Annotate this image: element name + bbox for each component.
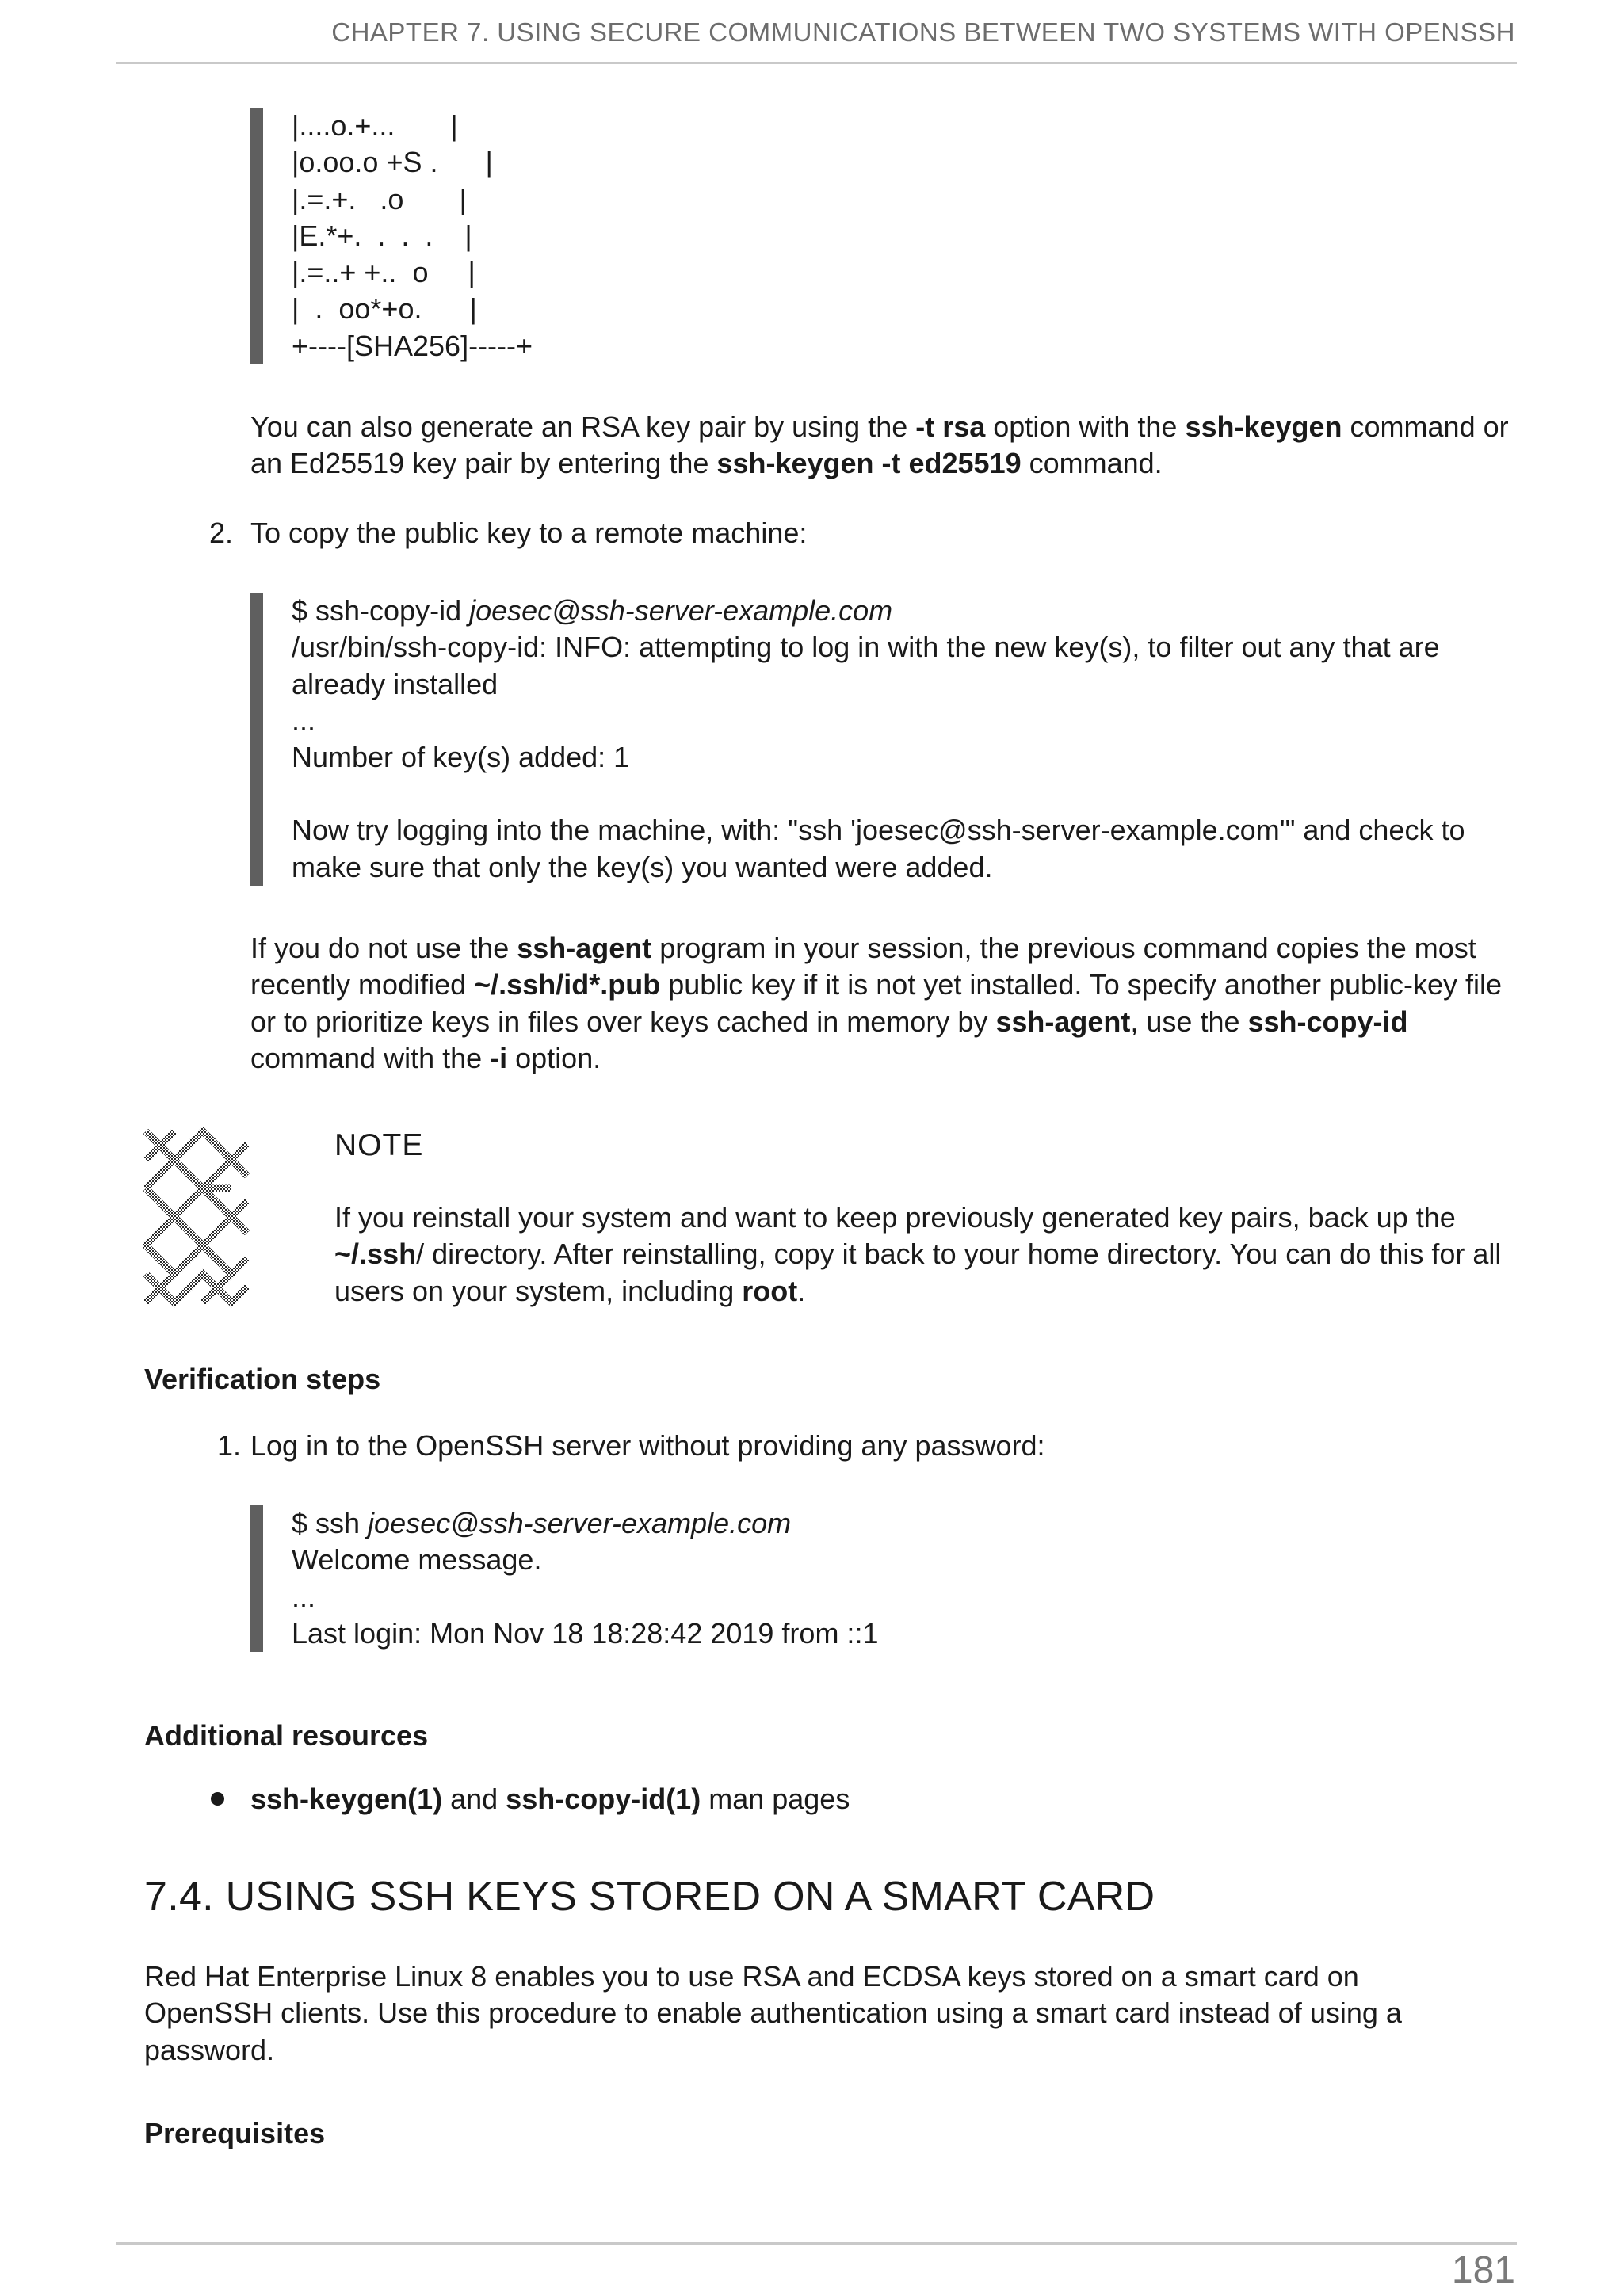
note-text: If you reinstall your system and want to keep previously generated key pairs, back up the ~/.ssh/ directory. After reinstalling, copy it back to your home directory. You can do this for all users on your system, including root. [334,1201,1502,1307]
inline-code: ssh-keygen [1185,410,1342,443]
step-text: Log in to the OpenSSH server without providing any password: [250,1429,1045,1462]
inline-code: ssh-copy-id [1247,1005,1408,1038]
code-placeholder: joesec@ssh-server-example.com [469,594,893,627]
inline-code: ssh-keygen -t ed25519 [716,447,1022,480]
running-header: CHAPTER 7. USING SECURE COMMUNICATIONS BETWEEN TWO SYSTEMS WITH OPENSSH [331,17,1515,47]
code-line: Welcome message. [292,1543,542,1577]
code-line: | . oo*+o. | [292,292,477,326]
code-line: $ ssh joesec@ssh-server-example.com [292,1507,792,1539]
code-line: |E.*+. . . . | [292,219,472,252]
header-rule [116,62,1517,64]
note-icon [143,1127,250,1309]
code-blank-line [292,776,1518,812]
code-line: ... [292,704,316,737]
code-line: |o.oo.o +S . | [292,146,493,179]
ssh-login-code-block [250,1505,1518,1652]
inline-code: ~/.ssh/id*.pub [474,968,661,1001]
code-line: |.=.+. .o | [292,182,467,215]
step-number: 2. [209,517,234,549]
code-line: $ ssh-copy-id joesec@ssh-server-example.com [292,594,893,627]
code-line: ... [292,1580,316,1613]
code-line: Last login: Mon Nov 18 18:28:42 2019 from ::1 [292,1616,879,1650]
code-line: +----[SHA256]-----+ [292,329,533,362]
prerequisites-heading: Prerequisites [144,2117,326,2149]
footer-rule [116,2242,1517,2245]
inline-code: -t rsa [915,410,986,443]
man-page-link: ssh-copy-id(1) [506,1783,701,1815]
verification-heading: Verification steps [144,1363,381,1395]
inline-code: ssh-agent [517,932,652,964]
code-line: /usr/bin/ssh-copy-id: INFO: attempting to log in with the new key(s), to filter out any that are already installed [292,631,1440,700]
section-title: 7.4. USING SSH KEYS STORED ON A SMART CARD [144,1874,1155,1920]
rsa-paragraph: You can also generate an RSA key pair by using the -t rsa option with the ssh-keygen command or an Ed25519 key pair by entering the ssh-keygen -t ed25519 command. [250,410,1509,480]
code-placeholder: joesec@ssh-server-example.com [368,1507,792,1539]
additional-resources-heading: Additional resources [144,1719,429,1752]
section-intro: Red Hat Enterprise Linux 8 enables you to use RSA and ECDSA keys stored on a smart card on OpenSSH clients. Use this procedure to enable authentication using a smart card instead of using a password. [144,1960,1402,2066]
ssh-agent-paragraph: If you do not use the ssh-agent program in your session, the previous command copies the most recently modified ~/.ssh/id*.pub public key if it is not yet installed. To specify another public-key file or to prioritize keys in files over keys cached in memory by ssh-agent, use the ssh-copy-id command with the -i option. [250,932,1503,1074]
code-line: Number of key(s) added: 1 [292,741,630,774]
inline-code: -i [490,1041,508,1074]
bullet-icon [211,1792,224,1806]
code-line: |....o.+... | [292,109,458,142]
inline-code: root [742,1274,798,1307]
code-line: |.=..+ +.. o | [292,256,475,289]
note-title: NOTE [334,1128,424,1162]
randomart-code-block [250,108,1518,364]
page-number: 181 [1451,2249,1515,2291]
resources-list-item: ssh-keygen(1) and ssh-copy-id(1) man pages [250,1783,850,1815]
inline-code: ~/.ssh [334,1238,417,1271]
step-text: To copy the public key to a remote machine: [250,517,808,549]
code-line: Now try logging into the machine, with: "ssh 'joesec@ssh-server-example.com'" and check to make sure that only the key(s) you wanted were added. [292,814,1465,883]
man-page-link: ssh-keygen(1) [250,1783,443,1815]
ssh-copy-id-code-block [250,593,1518,886]
step-number: 1. [217,1429,242,1462]
inline-code: ssh-agent [995,1005,1131,1038]
